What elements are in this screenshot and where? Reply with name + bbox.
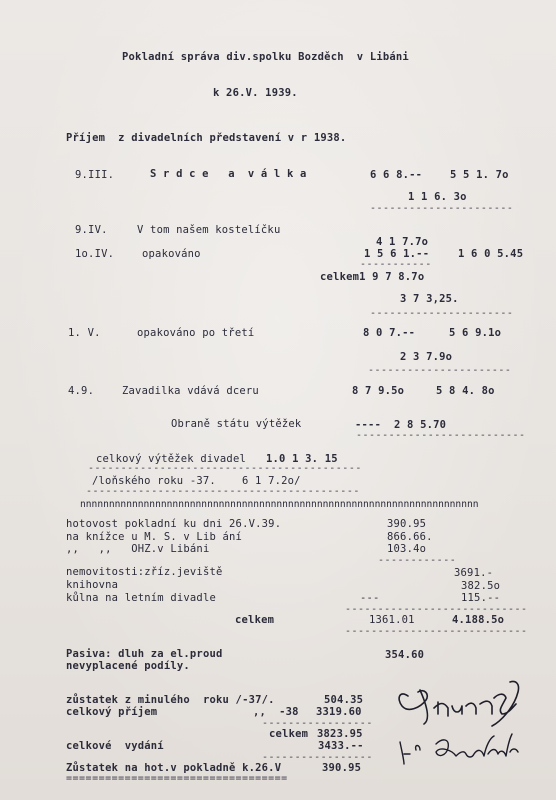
rule-line: ------------------------------------------: [88, 463, 362, 474]
balance-value-1: 504.35: [324, 694, 364, 706]
document-title: Pokladní správa div.spolku Bozděch v Libáni: [122, 51, 409, 63]
row3-value1: 1 5 6 1.--: [364, 248, 430, 260]
rule-line: ----------------------------: [345, 626, 528, 637]
property-value-3a: ---: [360, 592, 380, 604]
cash-line-1: hotovost pokladní ku dni 26.V.39.: [66, 518, 282, 530]
liabilities-line-2: nevyplacené podíly.: [66, 660, 190, 672]
row1-date: 9.III.: [75, 169, 115, 181]
row5-title: Zavadilka vdává dceru: [122, 385, 259, 397]
property-total-2: 4.188.5o: [452, 614, 505, 626]
row4-value1: 8 0 7.--: [363, 327, 416, 339]
row3-subtotal: 3 7 3,25.: [400, 293, 459, 305]
balance-total: 3823.95: [317, 728, 363, 740]
property-line-2: knihovna: [66, 579, 119, 591]
row3-title: opakováno: [142, 248, 201, 260]
row4-value2: 5 6 9.1o: [449, 327, 502, 339]
row1-value2: 5 5 1. 7o: [450, 169, 509, 181]
row3-total: celkem1 9 7 8.7o: [320, 271, 425, 283]
rule-line: -----------------: [262, 752, 373, 763]
balance-line-4: Zůstatek na hot.v pokladně k.26.V: [66, 762, 282, 774]
row1-value1: 6 6 8.--: [370, 169, 423, 181]
row1-subtotal: 1 1 6. 3o: [408, 191, 467, 203]
balance-value-2: 3319.60: [316, 706, 362, 718]
row4-title: opakováno po třetí: [137, 327, 255, 339]
balance-line-3: celkové vydání: [66, 740, 164, 752]
income-heading: Příjem z divadelních představení v r 1938.: [66, 132, 347, 144]
document-date: k 26.V. 1939.: [213, 87, 298, 99]
balance-value-4: 390.95: [322, 762, 362, 774]
cash-line-2: na knížce u M. S. v Lib ání: [66, 531, 243, 543]
row4-subtotal: 2 3 7.9o: [400, 351, 453, 363]
row5-value1: 8 7 9.5o: [352, 385, 405, 397]
property-value-2: 382.5o: [461, 580, 501, 592]
rule-line: ----------------------: [370, 203, 514, 214]
proceeds-value: 1.0 1 3. 15: [266, 453, 338, 465]
rule-line: ----------------------: [370, 308, 514, 319]
row2-value: 4 1 7.7o: [376, 236, 429, 248]
row2-title: V tom našem kostelíčku: [137, 224, 281, 236]
balance-line-2b: ,, -38: [253, 706, 299, 718]
rule-line: ==================================: [66, 773, 288, 784]
property-value-3: 115.--: [461, 592, 501, 604]
balance-line-2: celkový příjem: [66, 706, 158, 718]
row3-date: 1o.IV.: [75, 248, 115, 260]
property-line-3: kůlna na letním divadle: [66, 592, 216, 604]
row6-title: Obraně státu výtěžek: [171, 418, 302, 430]
last-year-total: /loňského roku -37. 6 1 7.2o/: [92, 475, 301, 487]
cash-value-1: 390.95: [387, 518, 427, 530]
row4-date: 1. V.: [68, 327, 101, 339]
row6-value1: ----: [355, 419, 382, 431]
property-total-1: 1361.01: [369, 614, 415, 626]
handwritten-signature: [390, 668, 540, 788]
liabilities-value-1: 354.60: [385, 649, 425, 661]
balance-total-label: celkem: [269, 728, 309, 740]
rule-line: ------------: [378, 555, 457, 566]
cash-value-2: 866.66.: [387, 531, 433, 543]
rule-line: ----------------------------: [345, 604, 528, 615]
liabilities-line-1: Pasiva: dluh za el.proud: [66, 648, 223, 660]
rule-line: -----------------: [262, 718, 373, 729]
cash-value-3: 103.4o: [387, 543, 427, 555]
separator-line: nnnnnnnnnnnnnnnnnnnnnnnnnnnnnnnnnnnnnnnnnnnnnnnnnnnnnnnnnnnnnnnnnnnnn: [80, 499, 479, 510]
rule-line: ------------------------------------------: [86, 486, 360, 497]
property-total-label: celkem: [235, 614, 275, 626]
property-line-1: nemovitosti:zříz.jeviště: [66, 566, 223, 578]
balance-value-3: 3433.--: [318, 740, 364, 752]
proceeds-label: celkový výtěžek divadel: [96, 453, 246, 465]
balance-line-1: zůstatek z minulého roku /-37/.: [66, 694, 275, 706]
row5-date: 4.9.: [68, 385, 95, 397]
row3-value2: 1 6 0 5.45: [458, 248, 524, 260]
rule-line: ----------------------: [368, 365, 512, 376]
rule-line: -----------: [360, 259, 432, 270]
cash-line-3: ,, ,, OHZ.v Libáni: [66, 543, 210, 555]
row2-date: 9.IV.: [75, 224, 108, 236]
row6-value2: 2 8 5.70: [394, 419, 447, 431]
property-value-1: 3691.-: [454, 567, 494, 579]
rule-line: --------------------------: [356, 430, 526, 441]
row5-value2: 5 8 4. 8o: [436, 385, 495, 397]
row1-title: S r d c e a v á l k a: [150, 168, 307, 180]
